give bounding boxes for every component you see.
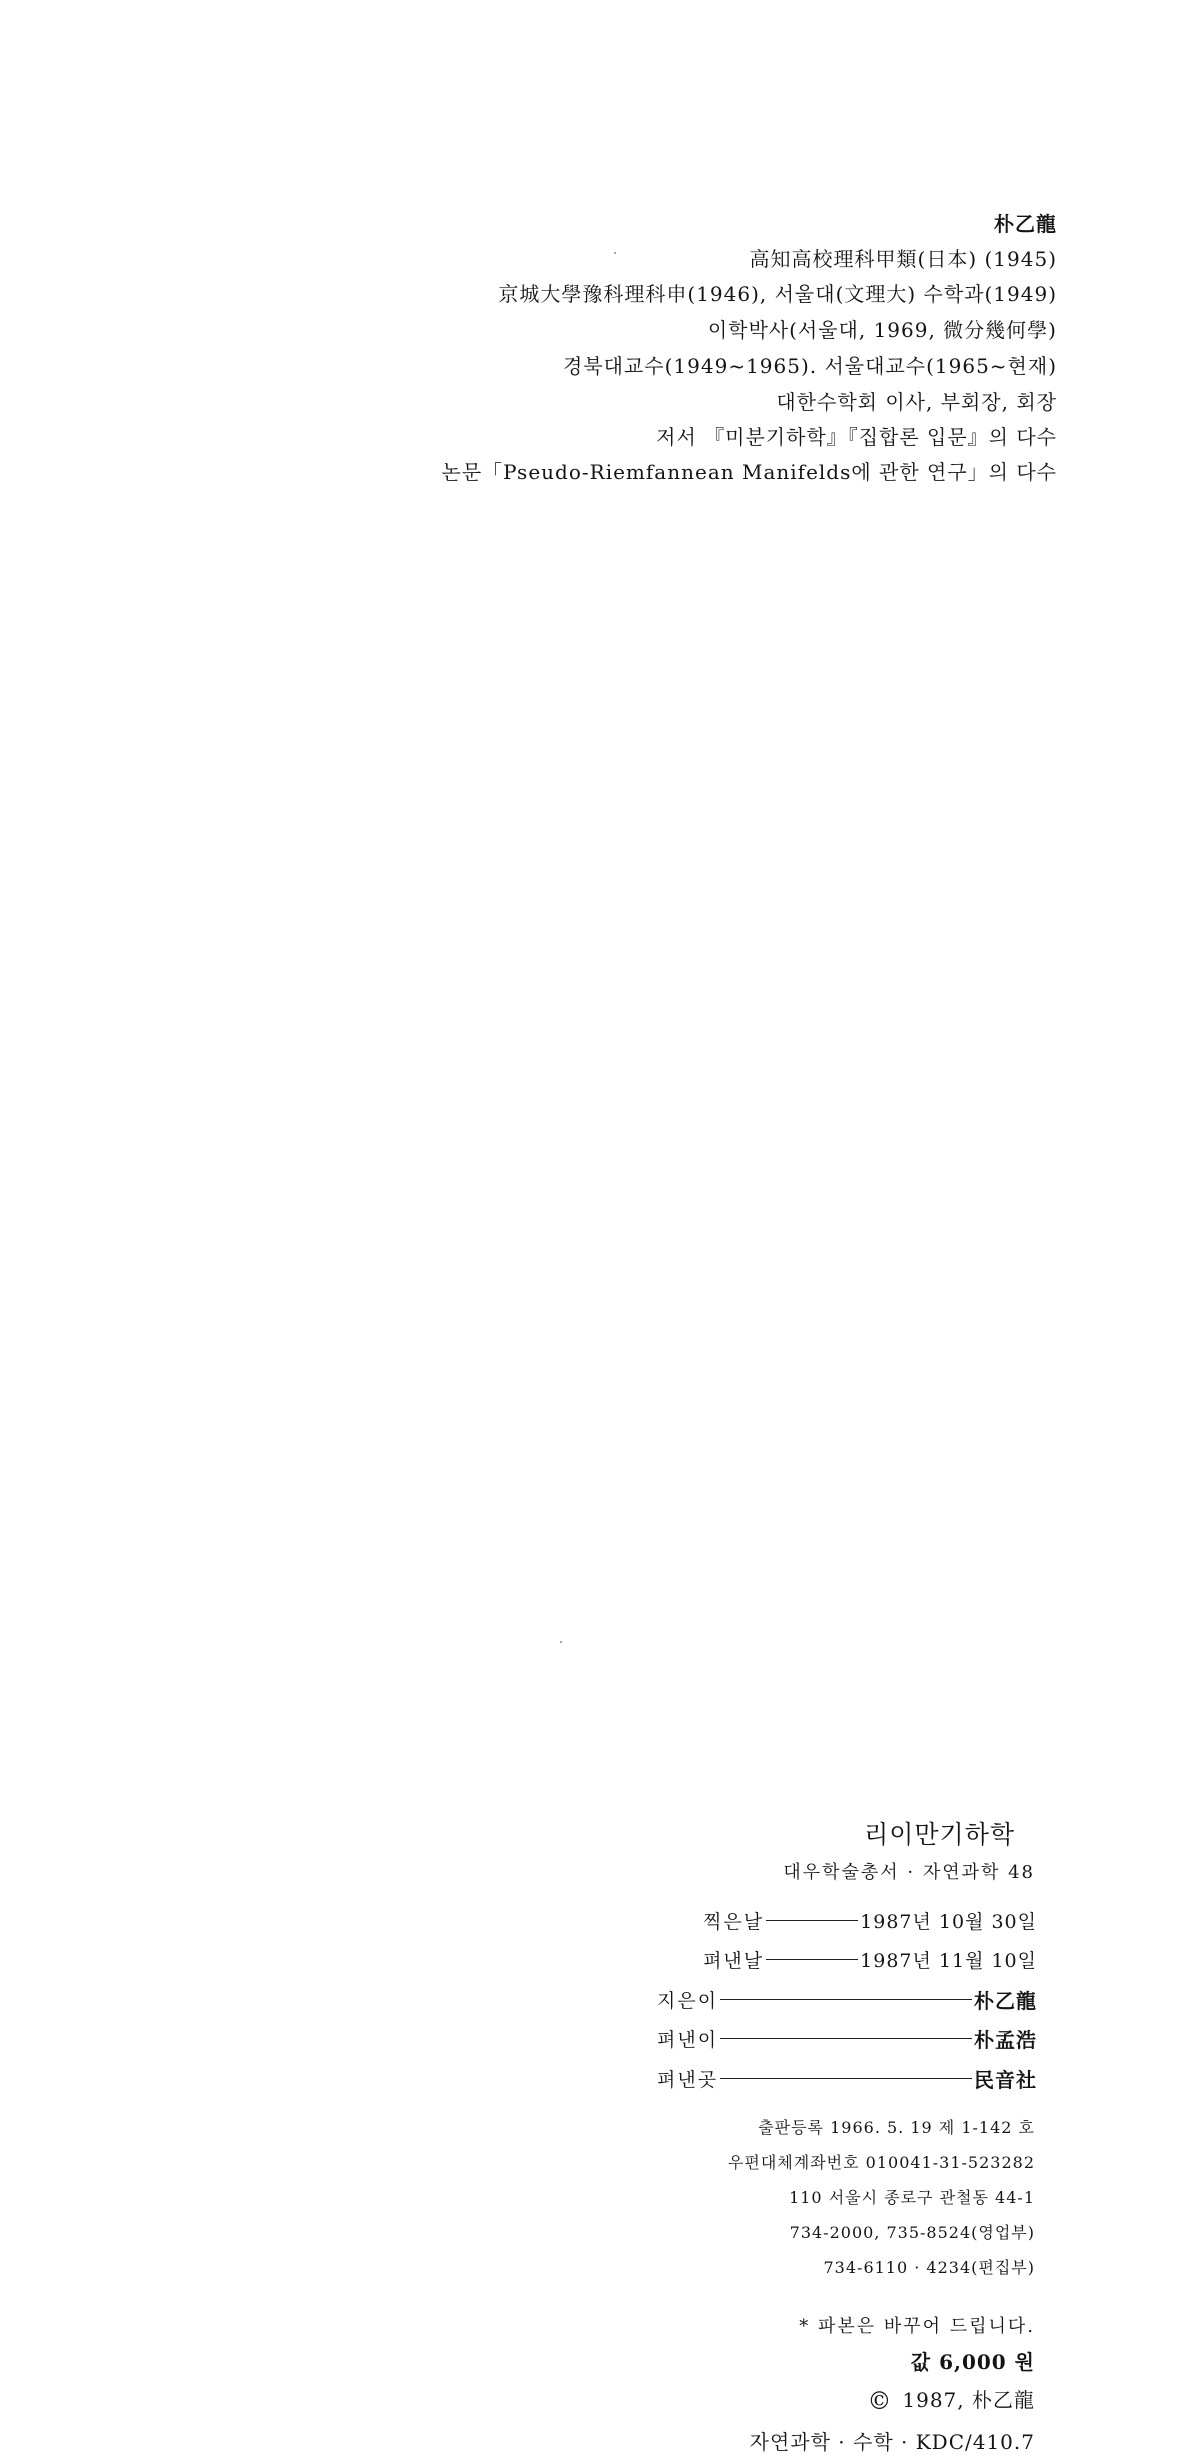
bio-line-education-2: 京城大學豫科理科申(1946), 서울대(文理大) 수학과(1949): [498, 282, 1057, 306]
price: 값 6,000 원: [910, 2350, 1035, 2374]
exchange-note: * 파본은 바꾸어 드립니다.: [799, 2316, 1035, 2337]
leader-line: [720, 2038, 972, 2039]
phone-editorial-line: 734-6110 · 4234(편집부): [823, 2258, 1035, 2277]
address-line: 110 서울시 종로구 관철동 44-1: [789, 2188, 1035, 2207]
imprint-value: 1987년 10월 30일: [860, 1910, 1037, 1933]
copyright-text: 1987, 朴乙龍: [902, 2388, 1035, 2412]
bio-line-career: 경북대교수(1949~1965). 서울대교수(1965~현재): [563, 354, 1057, 378]
imprint-value: 朴乙龍: [974, 1988, 1037, 2013]
imprint-label: 지은이: [657, 1989, 719, 2012]
classification-line: 자연과학 · 수학 · KDC/410.7: [749, 2430, 1035, 2454]
imprint-publishing-house: [657, 2065, 1037, 2091]
leader-line: [766, 1959, 858, 1960]
author-name: 朴乙龍: [994, 212, 1057, 236]
imprint-label: 펴낸이: [657, 2028, 719, 2051]
scan-speck: [614, 252, 616, 254]
series-line: 대우학술총서 · 자연과학 48: [783, 1862, 1035, 1883]
book-title: 리이만기하학: [864, 1820, 1015, 1849]
imprint-label: 펴낸날: [703, 1949, 765, 1972]
colophon: [0, 900, 1200, 2454]
registration-line: 출판등록 1966. 5. 19 제 1-142 호: [758, 2118, 1035, 2137]
bio-line-society: 대한수학회 이사, 부회장, 회장: [776, 390, 1057, 414]
bio-line-degree: 이학박사(서울대, 1969, 微分幾何學): [707, 318, 1057, 342]
imprint-value: 朴孟浩: [974, 2027, 1037, 2052]
copyright-line: [867, 2384, 1035, 2415]
postal-account-line: 우편대체계좌번호 010041-31-523282: [727, 2153, 1035, 2172]
leader-line: [720, 1999, 972, 2000]
bio-line-books: 저서 『미분기하학』『집합론 입문』의 다수: [656, 425, 1057, 449]
author-bio: [0, 0, 1200, 520]
imprint-value: 民音社: [974, 2067, 1037, 2092]
scan-speck: [560, 1641, 562, 1643]
imprint-label: 펴낸곳: [657, 2068, 719, 2091]
phone-sales-line: 734-2000, 735-8524(영업부): [789, 2223, 1035, 2242]
leader-line: [766, 1920, 858, 1921]
imprint-label: 찍은날: [703, 1910, 765, 1933]
imprint-value: 1987년 11월 10일: [860, 1949, 1037, 1972]
leader-line: [720, 2078, 972, 2079]
imprint-publisher: [657, 2025, 1037, 2051]
bio-line-papers: 논문「Pseudo-Riemfannean Manifelds에 관한 연구」의 다수: [441, 460, 1057, 484]
imprint-author: [657, 1986, 1037, 2012]
bio-line-education-1: 高知高校理科甲類(日本) (1945): [749, 247, 1057, 271]
imprint-published-date: [657, 1946, 1037, 1972]
copyright-mark: ©: [867, 2387, 893, 2415]
imprint-printed-date: [657, 1907, 1037, 1933]
